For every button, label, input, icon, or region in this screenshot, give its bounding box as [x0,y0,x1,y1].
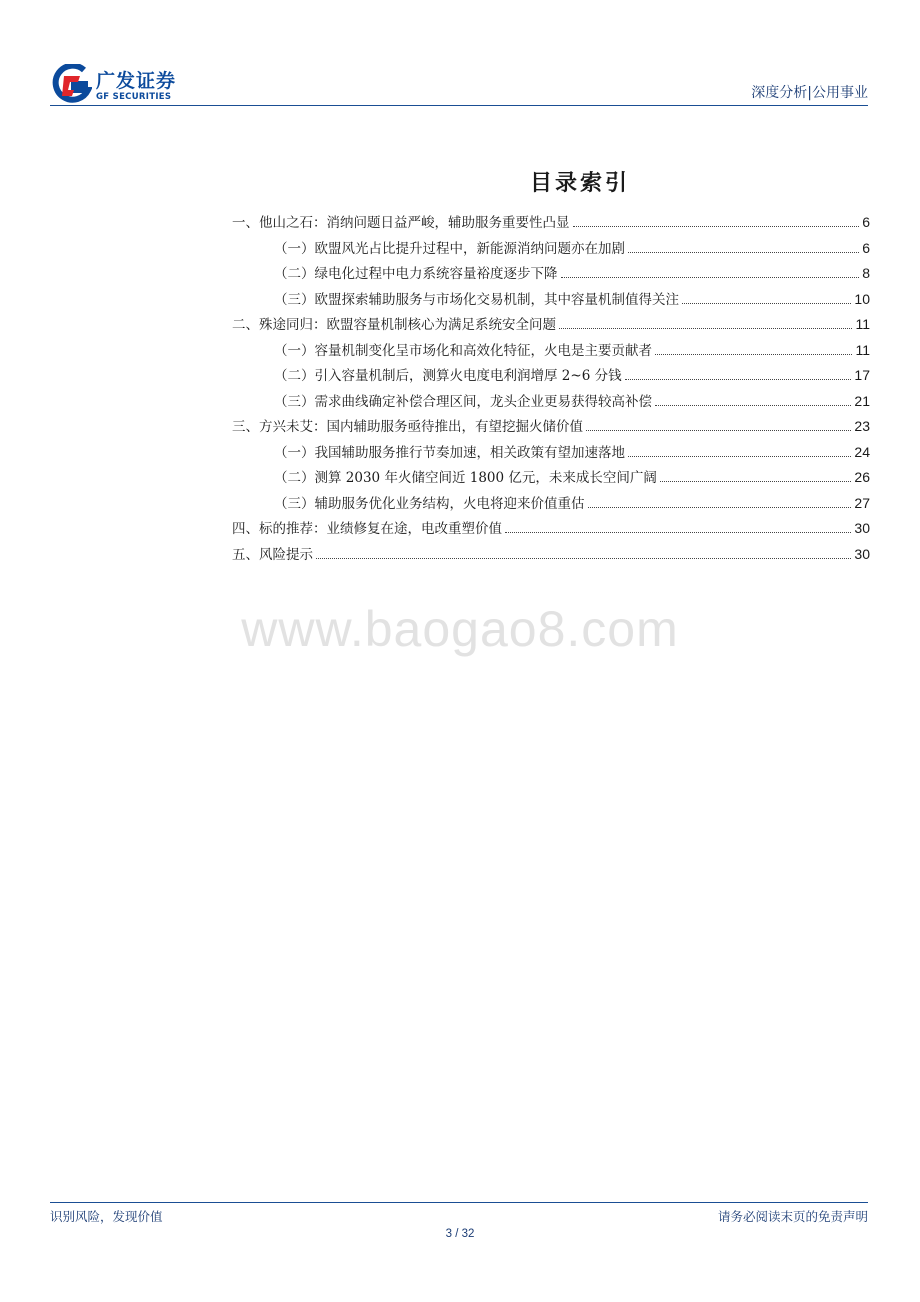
toc-dot-leader [505,532,851,533]
watermark: www.baogao8.com [241,601,679,657]
logo-chinese-name: 广发证券 [96,70,177,92]
toc-entry[interactable] [232,210,870,234]
toc-entry-text: 一、他山之石：消纳问题日益严峻，辅助服务重要性凸显 [232,215,570,231]
toc-entry[interactable] [274,363,870,387]
toc-entry-text: （三）辅助服务优化业务结构，火电将迎来价值重估 [274,495,585,512]
toc-title: 目录索引 [529,170,630,196]
toc-entry-text: 五、风险提示 [232,546,313,563]
footer-slogan: 识别风险，发现价值 [50,1209,163,1224]
toc-dot-leader [628,252,859,253]
toc-entry-page: 8 [862,265,870,281]
toc-entry-page: 11 [855,316,870,332]
toc-dot-leader [655,354,852,355]
header-divider [50,105,868,106]
toc-entry-text: （二）绿电化过程中电力系统容量裕度逐步下降 [274,266,558,282]
toc-entry[interactable] [232,542,870,566]
toc-entry-page: 30 [854,520,870,536]
toc-entry-text: 三、方兴未艾：国内辅助服务亟待推出，有望挖掘火储价值 [232,419,583,435]
toc-dot-leader [559,328,852,329]
toc-entry-text: （二）引入容量机制后，测算火电度电利润增厚 2~6 分钱 [274,368,622,384]
toc-entry[interactable] [232,312,870,336]
toc-dot-leader [573,226,860,227]
toc-entry[interactable] [274,261,870,285]
company-logo [50,64,200,106]
toc-entry[interactable] [274,491,870,515]
toc-entry[interactable] [274,236,870,260]
toc-entry-page: 24 [854,443,870,460]
toc-entry[interactable] [232,414,870,438]
toc-entry-page: 17 [854,367,870,383]
toc-entry[interactable] [274,389,870,413]
toc-entry-text: （一）我国辅助服务推行节奏加速，相关政策有望加速落地 [274,444,625,461]
footer-divider [50,1202,868,1203]
toc-entry-page: 21 [854,392,870,409]
toc-dot-leader [588,507,852,508]
logo-english-name: GF SECURITIES [96,92,172,102]
toc-entry-page: 6 [862,239,870,256]
toc-entry-text: （一）欧盟风光占比提升过程中，新能源消纳问题亦在加剧 [274,240,625,257]
footer-disclaimer: 请务必阅读末页的免责声明 [717,1209,868,1224]
report-category: 深度分析|公用事业 [751,85,868,101]
toc-entry[interactable] [274,338,870,362]
toc-dot-leader [655,405,851,406]
page-number: 3 / 32 [445,1228,475,1240]
toc-entry-page: 27 [854,494,870,511]
toc-dot-leader [561,277,860,278]
toc-entry-page: 11 [855,341,870,358]
toc-entry-page: 10 [854,290,870,307]
toc-dot-leader [660,481,852,482]
toc-entry-text: （三）需求曲线确定补偿合理区间，龙头企业更易获得较高补偿 [274,393,652,410]
toc-dot-leader [682,303,851,304]
toc-entry-text: 四、标的推荐：业绩修复在途，电改重塑价值 [232,521,502,537]
toc-entry-page: 26 [854,469,870,485]
toc-entry[interactable] [274,440,870,464]
toc-entry[interactable] [232,516,870,540]
toc-entry-page: 30 [854,545,870,562]
toc-dot-leader [628,456,851,457]
toc-entry-text: 二、殊途同归：欧盟容量机制核心为满足系统安全问题 [232,317,556,333]
toc-dot-leader [625,379,852,380]
gf-logo-icon [50,64,92,106]
toc-dot-leader [316,558,851,559]
toc-entry-page: 6 [862,214,870,230]
toc-entry-page: 23 [854,418,870,434]
toc-dot-leader [586,430,851,431]
toc-entry-text: （三）欧盟探索辅助服务与市场化交易机制，其中容量机制值得关注 [274,291,679,308]
toc-entry[interactable] [274,465,870,489]
toc-entry-text: （二）测算 2030 年火储空间近 1800 亿元，未来成长空间广阔 [274,470,657,486]
toc-entry[interactable] [274,287,870,311]
toc-entry-text: （一）容量机制变化呈市场化和高效化特征，火电是主要贡献者 [274,342,652,359]
